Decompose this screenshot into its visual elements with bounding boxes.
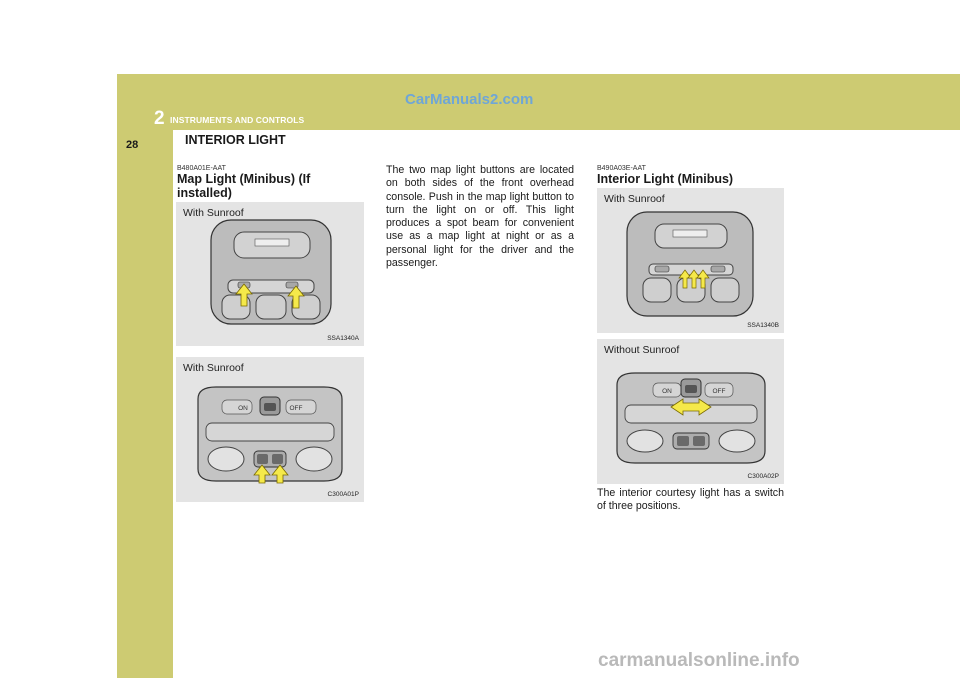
figure-label: Without Sunroof xyxy=(604,344,680,356)
console-illustration xyxy=(597,339,784,484)
section-code: B480A01E-AAT xyxy=(177,165,226,172)
figure-label: With Sunroof xyxy=(183,207,244,219)
watermark-link[interactable]: CarManuals2.com xyxy=(405,91,534,108)
figure-interior-light-no-sunroof xyxy=(597,339,784,484)
figure-label: With Sunroof xyxy=(183,362,244,374)
interior-light-description: The interior courtesy light has a switch of three positions. xyxy=(597,487,784,513)
on-label: ON xyxy=(238,405,248,412)
console-sunroof-illustration xyxy=(176,202,364,346)
off-label: OFF xyxy=(712,388,726,395)
page-number: 28 xyxy=(126,139,139,151)
figure-map-light-sunroof xyxy=(176,202,364,346)
figure-map-light-console xyxy=(176,357,364,502)
sidebar-band xyxy=(117,74,173,678)
figure-code: C300A02P xyxy=(747,473,779,480)
console-illustration xyxy=(176,357,364,502)
figure-code: SSA1340A xyxy=(327,335,359,342)
figure-code: SSA1340B xyxy=(747,322,779,329)
map-light-description: The two map light buttons are located on both sides of the front overhead console. Push in the map light button to turn the light on or off. This light produces a spot beam for convenient use as a map light at night or as a personal light for the driver and the passenger. xyxy=(386,164,574,270)
footer-watermark: carmanualsonline.info xyxy=(598,650,800,671)
figure-label: With Sunroof xyxy=(604,193,665,205)
section-title: INTERIOR LIGHT xyxy=(185,133,286,147)
figure-interior-light-sunroof xyxy=(597,188,784,333)
figure-code: C300A01P xyxy=(327,491,359,498)
section-heading: Map Light (Minibus) (If installed) xyxy=(177,172,311,200)
section-heading: Interior Light (Minibus) xyxy=(597,172,734,186)
chapter-title: INSTRUMENTS AND CONTROLS xyxy=(170,115,305,125)
console-sunroof-illustration xyxy=(597,188,784,333)
section-code: B490A03E-AAT xyxy=(597,165,646,172)
off-label: OFF xyxy=(289,405,303,412)
chapter-number: 2 xyxy=(154,108,165,129)
on-label: ON xyxy=(662,388,672,395)
